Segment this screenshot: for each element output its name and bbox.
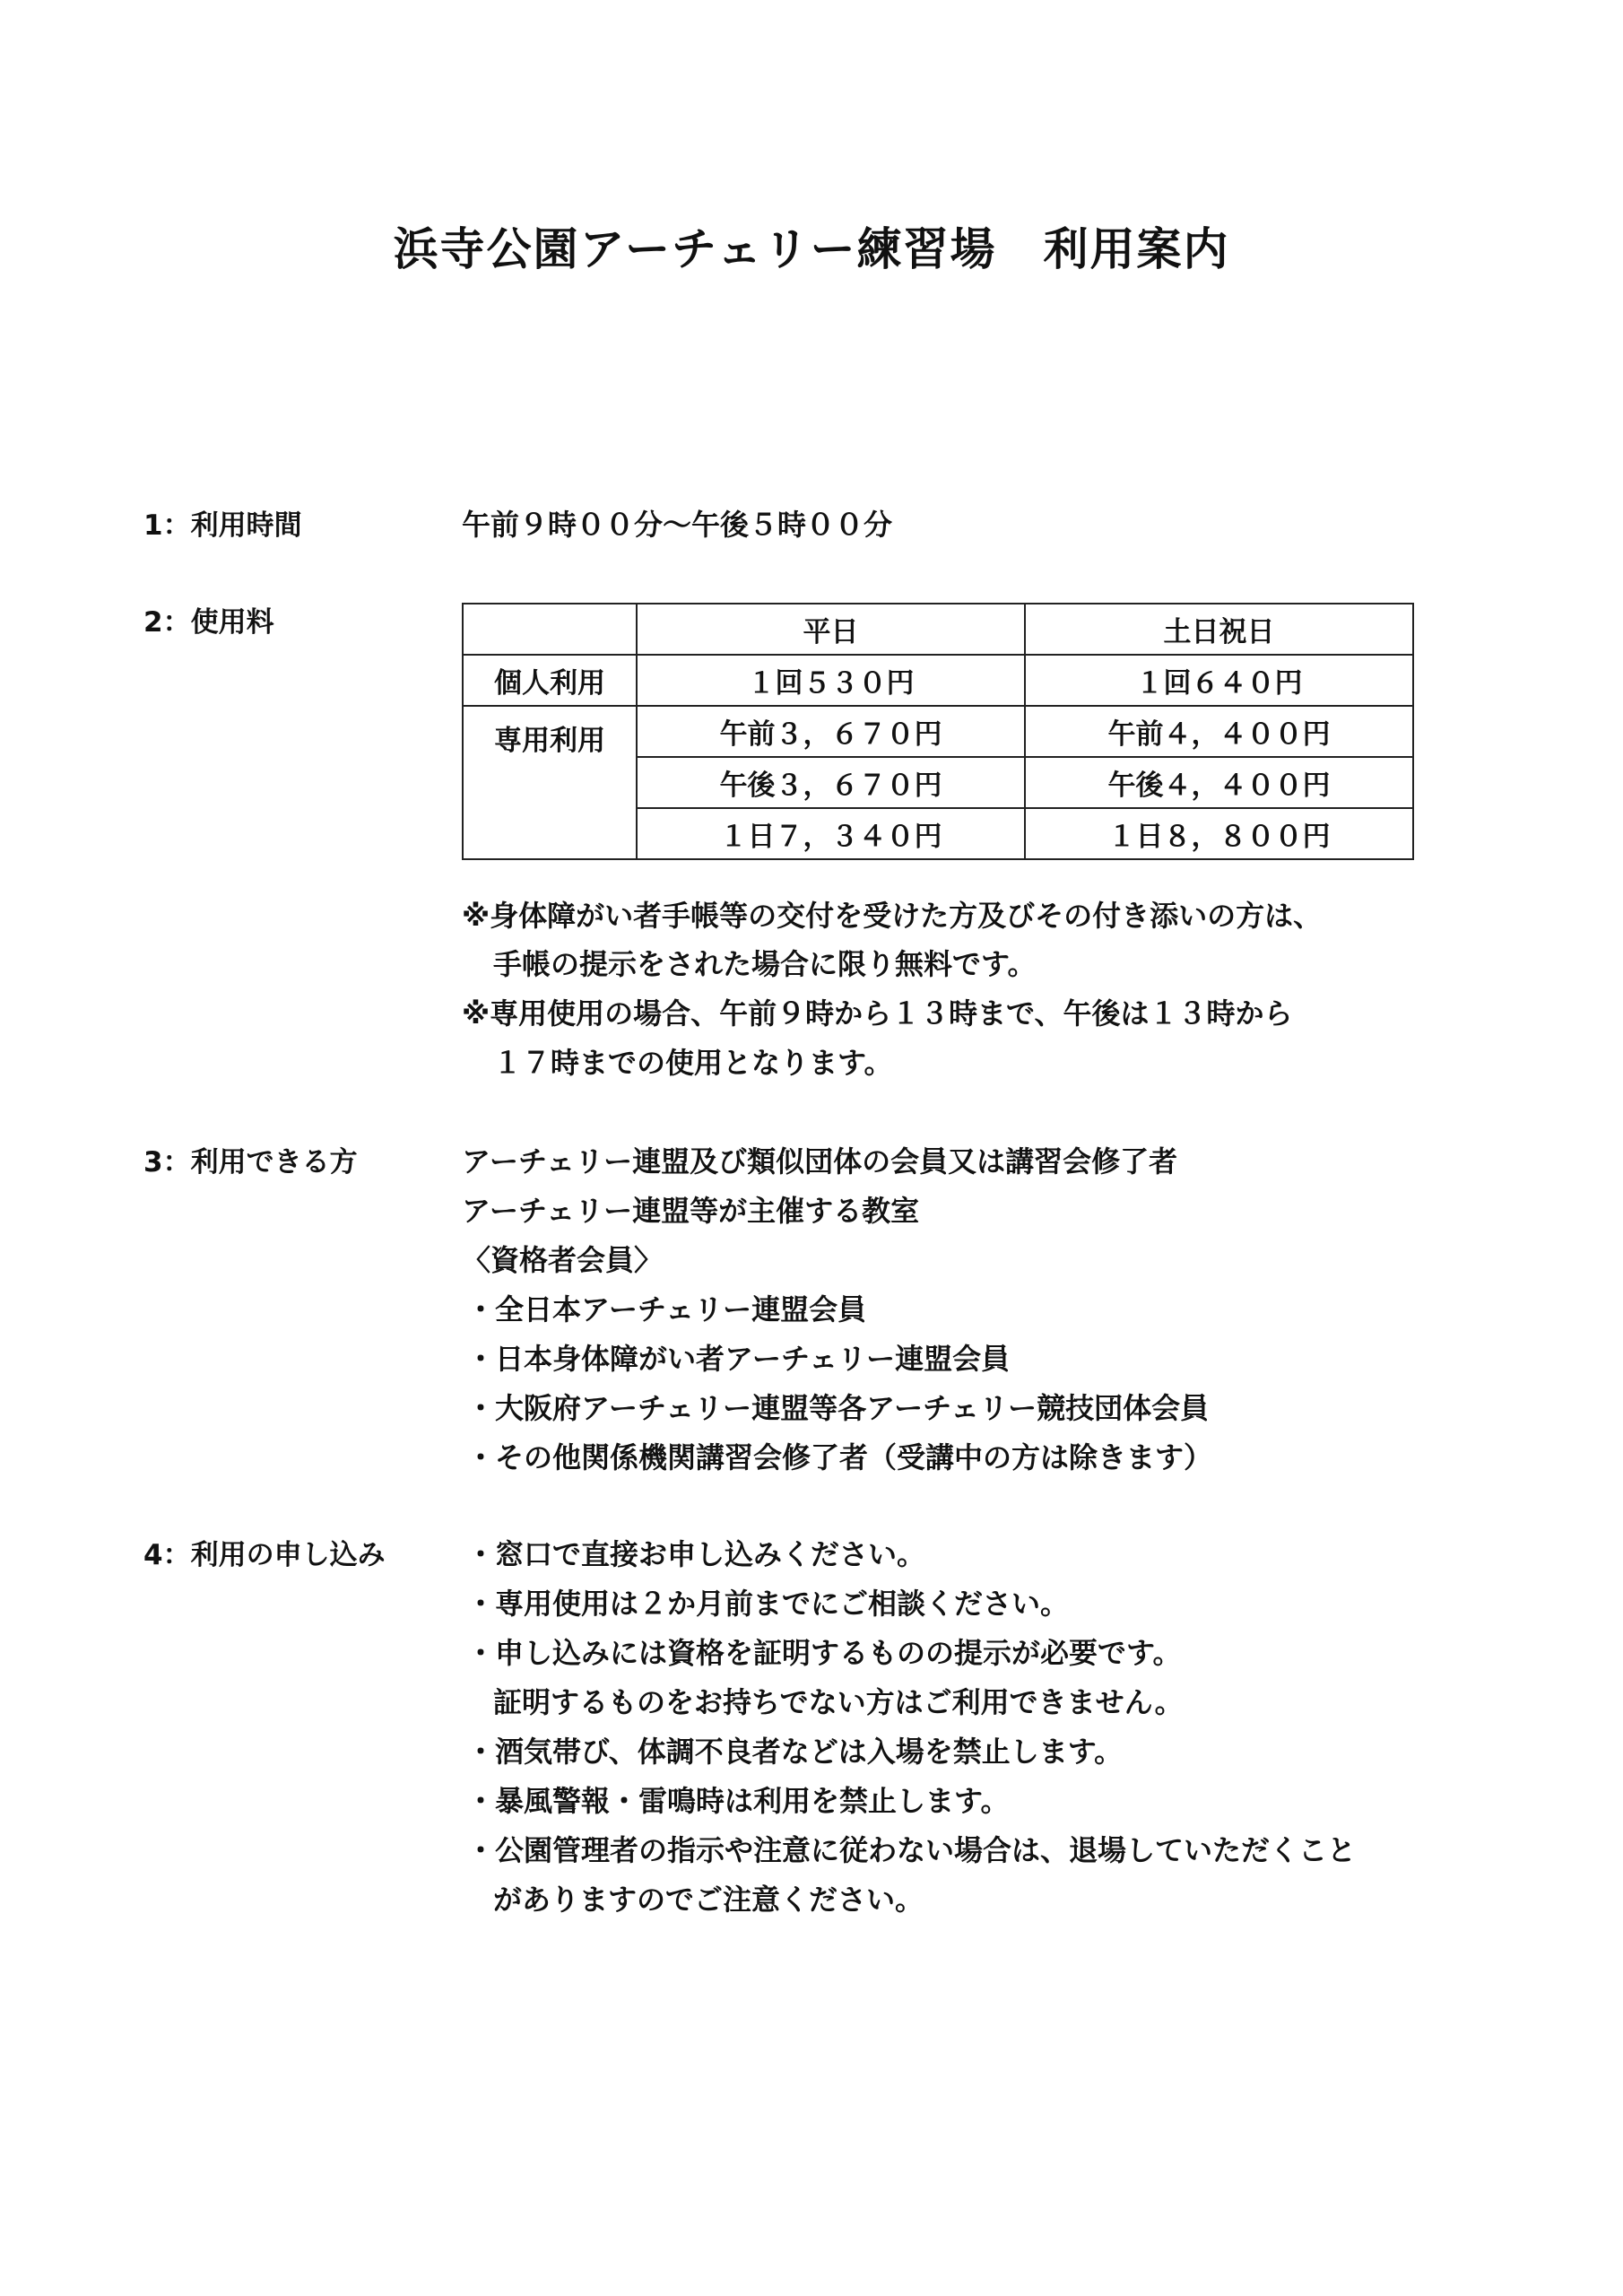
fee-note: 手帳の提示をされた場合に限り無料です。 [493, 947, 1037, 981]
cell-individual-holiday: １回６４０円 [1025, 655, 1413, 706]
cell-exclusive-day-holiday: １日８，８００円 [1025, 808, 1413, 859]
table-row [463, 706, 1413, 757]
apply-line: 証明するものをお持ちでない方はご利用できません。 [493, 1685, 1184, 1719]
cell-individual-weekday: １回５３０円 [637, 655, 1025, 706]
fee-table [462, 603, 1414, 860]
cell-exclusive-am-holiday: 午前４，４００円 [1025, 706, 1413, 757]
row-label-individual: 個人利用 [463, 655, 637, 706]
fee-note: ※専用使用の場合、午前９時から１３時まで、午後は１３時から [462, 996, 1293, 1031]
eligible-line: ・日本身体障がい者アーチェリー連盟会員 [466, 1342, 1011, 1376]
table-header-row [463, 604, 1413, 655]
eligible-line: アーチェリー連盟等が主催する教室 [462, 1194, 920, 1228]
apply-line: がありますのでご注意ください。 [493, 1883, 924, 1917]
table-header-cell [463, 604, 637, 655]
cell-exclusive-day-weekday: １日７，３４０円 [637, 808, 1025, 859]
apply-line: ・暴風警報・雷鳴時は利用を禁止します。 [466, 1784, 1010, 1818]
section-eligible-label: 3：利用できる方 [143, 1146, 358, 1178]
table-header-weekday: 平日 [637, 604, 1025, 655]
apply-line: ・公園管理者の指示や注意に従わない場合は、退場していただくこと [466, 1833, 1357, 1867]
cell-exclusive-pm-weekday: 午後３，６７０円 [637, 757, 1025, 808]
cell-exclusive-pm-holiday: 午後４，４００円 [1025, 757, 1413, 808]
eligible-line: ・全日本アーチェリー連盟会員 [466, 1292, 867, 1326]
table-row [463, 655, 1413, 706]
eligible-line: アーチェリー連盟及び類似団体の会員又は講習会修了者 [462, 1144, 1178, 1178]
eligible-line: ・大阪府アーチェリー連盟等各アーチェリー競技団体会員 [466, 1391, 1210, 1425]
page-title: 浜寺公園アーチェリー練習場 利用案内 [393, 223, 1230, 275]
apply-line: ・酒気帯び、体調不良者などは入場を禁止します。 [466, 1735, 1124, 1769]
apply-line: ・窓口で直接お申し込みください。 [466, 1537, 926, 1571]
eligible-line: 〈資格者会員〉 [462, 1243, 664, 1277]
cell-exclusive-am-weekday: 午前３，６７０円 [637, 706, 1025, 757]
hours-text: 午前９時００分～午後５時００分 [462, 508, 893, 542]
apply-line: ・申し込みには資格を証明するものの提示が必要です。 [466, 1636, 1182, 1670]
row-label-exclusive: 専用利用 [463, 706, 637, 859]
section-fees-label: 2：使用料 [143, 606, 274, 639]
table-header-holiday: 土日祝日 [1025, 604, 1413, 655]
section-apply-label: 4：利用の申し込み [143, 1539, 386, 1571]
section-hours-label: 1：利用時間 [143, 509, 302, 542]
fee-note: ※身体障がい者手帳等の交付を受けた方及びその付き添いの方は、 [462, 899, 1323, 933]
apply-line: ・専用使用は２か月前までにご相談ください。 [466, 1587, 1070, 1621]
fee-note: １７時までの使用となります。 [493, 1046, 893, 1080]
eligible-line: ・その他関係機関講習会修了者（受講中の方は除きます） [466, 1440, 1213, 1474]
